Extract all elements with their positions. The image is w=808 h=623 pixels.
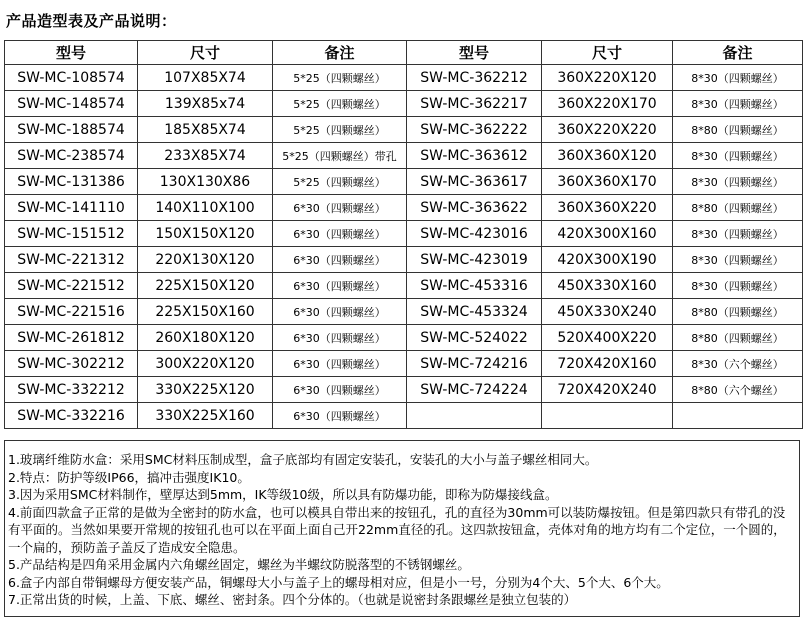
note-line: 6.盒子内部自带铜螺母方便安装产品，铜螺母大小与盖子上的螺母相对应，但是小一号，分别为4个大、5个大、6个大。 xyxy=(8,574,669,590)
table-row xyxy=(5,195,803,221)
cell-size: 260X180X120 xyxy=(138,325,273,351)
cell-size: 450X330X240 xyxy=(542,299,673,325)
cell-note: 5*25（四颗螺丝） xyxy=(273,91,407,117)
table-row xyxy=(5,273,803,299)
table-row xyxy=(5,299,803,325)
cell-model: SW-MC-423019 xyxy=(407,247,542,273)
cell-note: 6*30（四颗螺丝） xyxy=(273,403,407,429)
cell-model: SW-MC-221512 xyxy=(5,273,138,299)
cell-size: 330X225X160 xyxy=(138,403,273,429)
cell-model: SW-MC-261812 xyxy=(5,325,138,351)
cell-model: SW-MC-423016 xyxy=(407,221,542,247)
cell-note: 5*25（四颗螺丝） xyxy=(273,65,407,91)
cell-note: 6*30（四颗螺丝） xyxy=(273,377,407,403)
cell-model: SW-MC-453324 xyxy=(407,299,542,325)
cell-note: 6*30（四颗螺丝） xyxy=(273,299,407,325)
cell-size: 185X85X74 xyxy=(138,117,273,143)
table-row xyxy=(5,403,803,429)
cell-model: SW-MC-302212 xyxy=(5,351,138,377)
cell-model: SW-MC-724216 xyxy=(407,351,542,377)
cell-note: 6*30（四颗螺丝） xyxy=(273,195,407,221)
cell-note: 6*30（四颗螺丝） xyxy=(273,273,407,299)
cell-size: 360X360X170 xyxy=(542,169,673,195)
cell-size: 233X85X74 xyxy=(138,143,273,169)
cell-size: 140X110X100 xyxy=(138,195,273,221)
cell-model: SW-MC-332212 xyxy=(5,377,138,403)
table-row xyxy=(5,91,803,117)
cell-note: 8*80（四颗螺丝） xyxy=(673,195,803,221)
table-header-row xyxy=(5,41,803,65)
cell-model: SW-MC-453316 xyxy=(407,273,542,299)
cell-note xyxy=(673,403,803,429)
note-line: 4.前面四款盒子正常的是做为全密封的防水盒，也可以模具自带出来的按钮孔，孔的直径为30mm可以装防爆按钮。但是第四款只有带孔的没有平面的。当然如果要开常规的按钮孔也可以在平面上面自己开22mm直径的孔。这四款按钮盒，壳体对角的地方均有二个定位，一个圆的，一个扁的，预防盖子盖反了造成安全隐患。 xyxy=(8,504,786,555)
table-row xyxy=(5,325,803,351)
table-row xyxy=(5,143,803,169)
cell-note: 8*80（四颗螺丝） xyxy=(673,117,803,143)
cell-model: SW-MC-363617 xyxy=(407,169,542,195)
cell-size: 360X220X220 xyxy=(542,117,673,143)
cell-size: 225X150X160 xyxy=(138,299,273,325)
table-row xyxy=(5,169,803,195)
cell-size xyxy=(542,403,673,429)
cell-model: SW-MC-724224 xyxy=(407,377,542,403)
cell-size: 360X220X170 xyxy=(542,91,673,117)
cell-note: 8*30（四颗螺丝） xyxy=(673,247,803,273)
cell-size: 420X300X160 xyxy=(542,221,673,247)
cell-size: 520X400X220 xyxy=(542,325,673,351)
cell-model: SW-MC-524022 xyxy=(407,325,542,351)
cell-note: 8*30（四颗螺丝） xyxy=(673,221,803,247)
cell-size: 300X220X120 xyxy=(138,351,273,377)
cell-model: SW-MC-238574 xyxy=(5,143,138,169)
note-line: 5.产品结构是四角采用金属内六角螺丝固定，螺丝为半螺纹防脱落型的不锈钢螺丝。 xyxy=(8,557,470,572)
cell-model: SW-MC-362222 xyxy=(407,117,542,143)
note-line: 1.玻璃纤维防水盒：采用SMC材料压制成型，盒子底部均有固定安装孔，安装孔的大小与盖子螺丝相同大。 xyxy=(8,452,598,467)
cell-size: 360X220X120 xyxy=(542,65,673,91)
cell-note: 8*80（四颗螺丝） xyxy=(673,299,803,325)
cell-note: 8*80（四颗螺丝） xyxy=(673,325,803,351)
table-row xyxy=(5,65,803,91)
cell-size: 330X225X120 xyxy=(138,377,273,403)
cell-model: SW-MC-362217 xyxy=(407,91,542,117)
cell-model: SW-MC-221312 xyxy=(5,247,138,273)
header-note: 备注 xyxy=(273,41,407,65)
cell-note: 8*30（四颗螺丝） xyxy=(673,169,803,195)
cell-note: 5*25（四颗螺丝） xyxy=(273,169,407,195)
cell-model: SW-MC-332216 xyxy=(5,403,138,429)
note-line: 7.正常出货的时候，上盖、下底、螺丝、密封条。四个分体的。（也就是说密封条跟螺丝是独立包装的） xyxy=(8,592,577,607)
cell-note: 6*30（四颗螺丝） xyxy=(273,247,407,273)
cell-note: 8*30（六个螺丝） xyxy=(673,351,803,377)
table-row xyxy=(5,377,803,403)
cell-size: 139X85x74 xyxy=(138,91,273,117)
note-line: 3.因为采用SMC材料制作，壁厚达到5mm，IK等级10级，所以具有防爆功能，即称为防爆接线盒。 xyxy=(8,487,558,502)
cell-note: 6*30（四颗螺丝） xyxy=(273,351,407,377)
cell-model: SW-MC-363612 xyxy=(407,143,542,169)
header-model: 型号 xyxy=(5,41,138,65)
table-row xyxy=(5,351,803,377)
spec-table xyxy=(4,40,803,429)
cell-model: SW-MC-108574 xyxy=(5,65,138,91)
header-size: 尺寸 xyxy=(542,41,673,65)
cell-size: 130X130X86 xyxy=(138,169,273,195)
cell-size: 420X300X190 xyxy=(542,247,673,273)
cell-note: 5*25（四颗螺丝）带孔 xyxy=(273,143,407,169)
cell-model: SW-MC-151512 xyxy=(5,221,138,247)
cell-size: 225X150X120 xyxy=(138,273,273,299)
header-model: 型号 xyxy=(407,41,542,65)
cell-note: 8*30（四颗螺丝） xyxy=(673,65,803,91)
cell-size: 150X150X120 xyxy=(138,221,273,247)
cell-size: 360X360X120 xyxy=(542,143,673,169)
cell-note: 8*30（四颗螺丝） xyxy=(673,143,803,169)
cell-model: SW-MC-188574 xyxy=(5,117,138,143)
header-note: 备注 xyxy=(673,41,803,65)
table-row xyxy=(5,247,803,273)
cell-model: SW-MC-221516 xyxy=(5,299,138,325)
table-row xyxy=(5,221,803,247)
cell-note: 6*30（四颗螺丝） xyxy=(273,221,407,247)
cell-size: 360X360X220 xyxy=(542,195,673,221)
cell-size: 720X420X240 xyxy=(542,377,673,403)
cell-size: 107X85X74 xyxy=(138,65,273,91)
cell-note: 8*30（四颗螺丝） xyxy=(673,91,803,117)
cell-size: 720X420X160 xyxy=(542,351,673,377)
cell-note: 8*30（四颗螺丝） xyxy=(673,273,803,299)
cell-model: SW-MC-141110 xyxy=(5,195,138,221)
cell-note: 5*25（四颗螺丝） xyxy=(273,117,407,143)
cell-model: SW-MC-148574 xyxy=(5,91,138,117)
cell-model: SW-MC-131386 xyxy=(5,169,138,195)
cell-model: SW-MC-362212 xyxy=(407,65,542,91)
cell-model: SW-MC-363622 xyxy=(407,195,542,221)
note-line: 2.特点：防护等级IP66，搞冲击强度IK10。 xyxy=(8,469,250,485)
cell-note: 8*80（六个螺丝） xyxy=(673,377,803,403)
cell-model xyxy=(407,403,542,429)
header-size: 尺寸 xyxy=(138,41,273,65)
table-row xyxy=(5,117,803,143)
cell-note: 6*30（四颗螺丝） xyxy=(273,325,407,351)
product-notes xyxy=(4,440,800,617)
cell-size: 450X330X160 xyxy=(542,273,673,299)
cell-size: 220X130X120 xyxy=(138,247,273,273)
page-title: 产品造型表及产品说明： xyxy=(6,12,177,30)
